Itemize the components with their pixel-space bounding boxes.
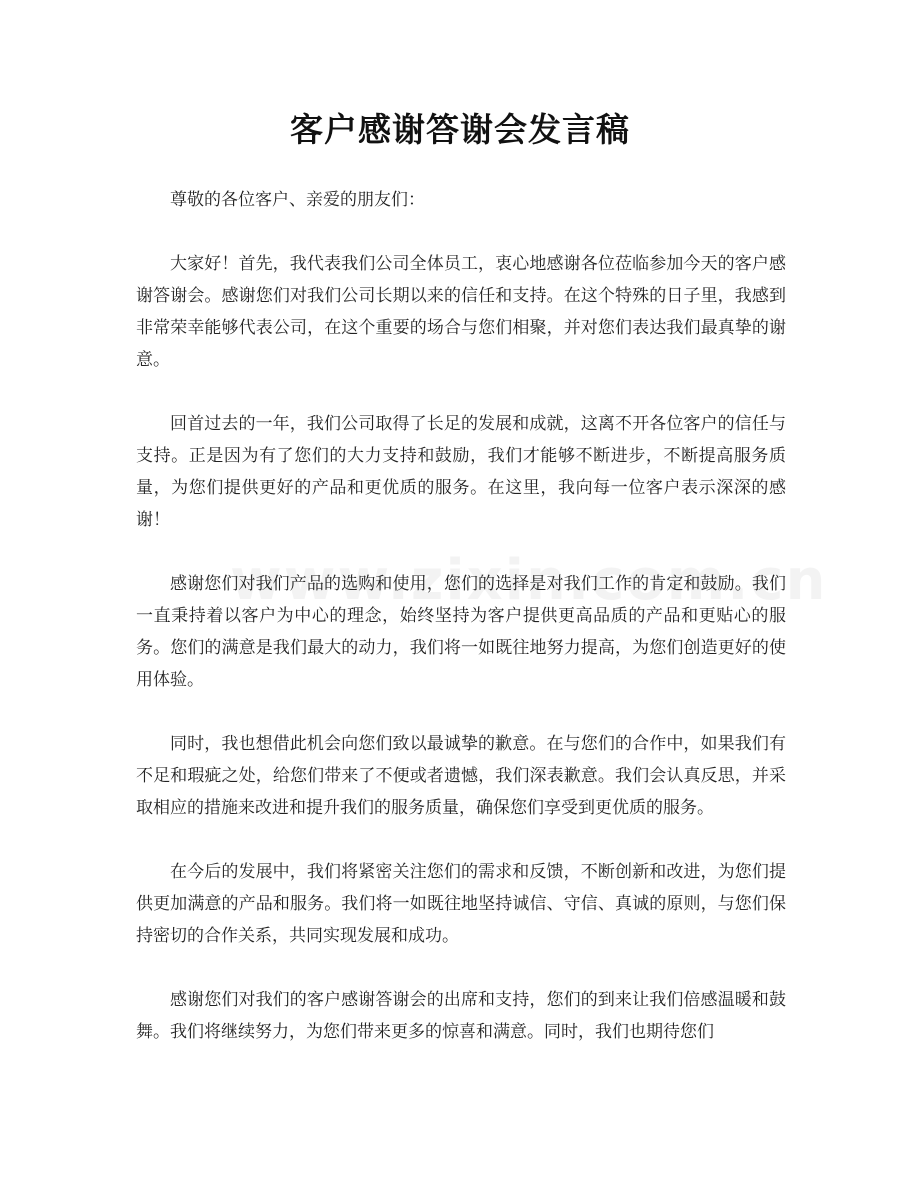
body-paragraph: 感谢您们对我们的客户感谢答谢会的出席和支持，您们的到来让我们倍感温暖和鼓舞。我们将继续努力，为您们带来更多的惊喜和满意。同时，我们也期待您们 xyxy=(136,990,786,1042)
salutation-paragraph: 尊敬的各位客户、亲爱的朋友们： xyxy=(170,190,425,210)
body-paragraph: 大家好！首先，我代表我们公司全体员工，衷心地感谢各位莅临参加今天的客户感谢答谢会。感谢您们对我们公司长期以来的信任和支持。在这个特殊的日子里，我感到非常荣幸能够代表公司，在这个重要的场合与您们相聚，并对您们表达我们最真挚的谢意。 xyxy=(136,254,786,370)
document-title: 客户感谢答谢会发言稿 xyxy=(290,110,630,149)
body-paragraph: 回首过去的一年，我们公司取得了长足的发展和成就，这离不开各位客户的信任与支持。正是因为有了您们的大力支持和鼓励，我们才能够不断进步，不断提高服务质量，为您们提供更好的产品和更优质的服务。在这里，我向每一位客户表示深深的感谢！ xyxy=(136,414,786,530)
body-paragraph: 在今后的发展中，我们将紧密关注您们的需求和反馈，不断创新和改进，为您们提供更加满意的产品和服务。我们将一如既往地坚持诚信、守信、真诚的原则，与您们保持密切的合作关系，共同实现发展和成功。 xyxy=(136,862,786,946)
body-paragraph: 感谢您们对我们产品的选购和使用，您们的选择是对我们工作的肯定和鼓励。我们一直秉持着以客户为中心的理念，始终坚持为客户提供更高品质的产品和更贴心的服务。您们的满意是我们最大的动力，我们将一如既往地努力提高，为您们创造更好的使用体验。 xyxy=(136,574,786,690)
document-body xyxy=(136,184,786,1080)
body-paragraph: 同时，我也想借此机会向您们致以最诚挚的歉意。在与您们的合作中，如果我们有不足和瑕疵之处，给您们带来了不便或者遗憾，我们深表歉意。我们会认真反思，并采取相应的措施来改进和提升我们的服务质量，确保您们享受到更优质的服务。 xyxy=(136,734,786,818)
